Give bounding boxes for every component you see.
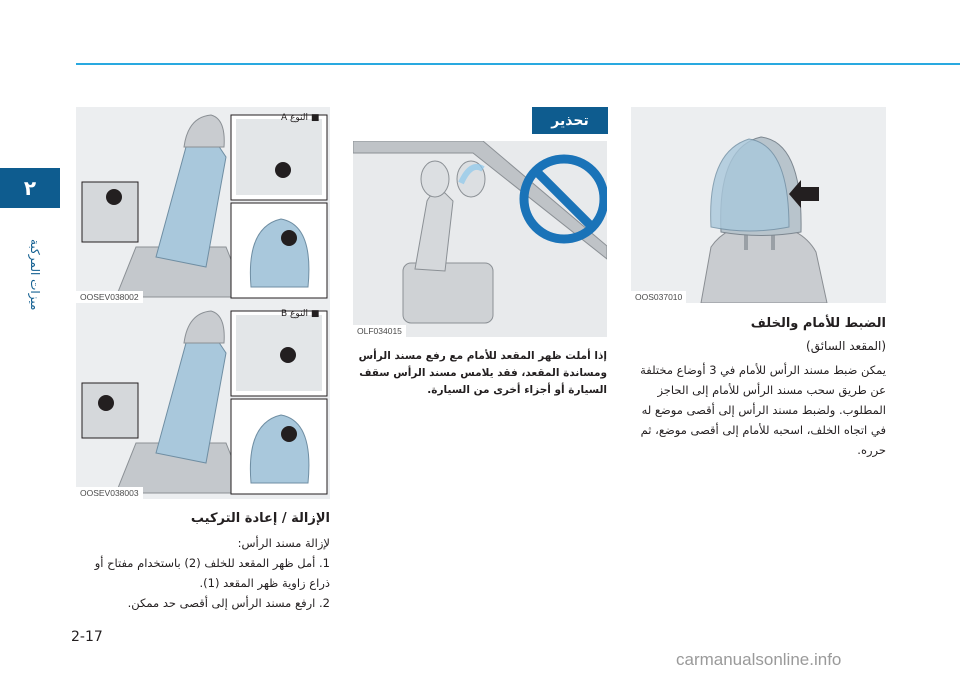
section-intro: لإزالة مسند الرأس: xyxy=(237,536,330,550)
page-number: 2-17 xyxy=(71,629,103,645)
top-rule xyxy=(76,63,960,65)
section-subheading: (المقعد السائق) xyxy=(806,339,886,353)
figure-code: OOSEV038003 xyxy=(76,487,143,499)
step-2: 2. ارفع مسند الرأس إلى أقصى حد ممكن. xyxy=(127,596,330,610)
removal-figure-type-b xyxy=(76,303,330,499)
watermark: carmanualsonline.info xyxy=(676,650,842,669)
headrest-adjust-figure xyxy=(631,107,886,303)
removal-figure-type-a xyxy=(76,107,330,303)
figure-code: OOS037010 xyxy=(631,291,686,303)
figure-type-label: ■ النوع B xyxy=(281,309,320,319)
warning-text: إذا أملت ظهر المقعد للأمام مع رفع مسند الرأس ومساندة المقعد، فقد يلامس مسند الرأس سقف السيارة أو أجزاء أخرى من السيارة. xyxy=(358,350,607,396)
warning-title: تحذير xyxy=(532,107,608,134)
figure-code: OLF034015 xyxy=(353,325,406,337)
chapter-tab: ٢ xyxy=(0,168,60,208)
chapter-side-label: ميزات المركبة xyxy=(28,239,42,311)
figure-code: OOSEV038002 xyxy=(76,291,143,303)
section-body: يمكن ضبط مسند الرأس للأمام في 3 أوضاع مختلفة عن طريق سحب مسند الرأس للأمام إلى الحاجز المطلوب. ولضبط مسند الرأس إلى أقصى موضع له في اتجاه الخلف، اسحبه للأمام إلى أقصى موضع، ثم حرره. xyxy=(640,363,886,457)
section-heading: الضبط للأمام والخلف xyxy=(750,316,886,331)
step-1: 1. أمل ظهر المقعد للخلف (2) باستخدام مفتاح أو ذراع زاوية ظهر المقعد (1). xyxy=(94,556,330,590)
warning-figure xyxy=(353,141,607,337)
section-heading: الإزالة / إعادة التركيب xyxy=(190,511,330,526)
figure-type-label: ■ النوع A xyxy=(281,113,320,123)
